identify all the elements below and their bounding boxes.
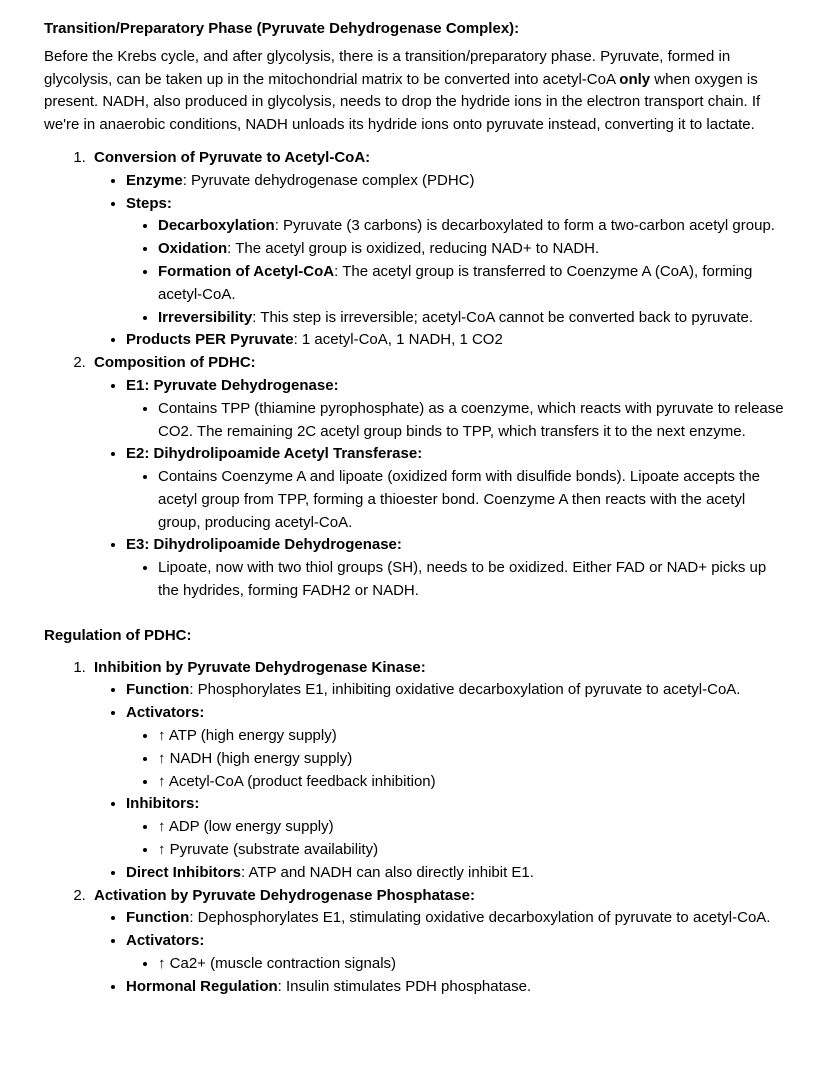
list-item-enzyme (126, 170, 784, 193)
steps-colon: : (166, 194, 172, 212)
list-item-step (158, 215, 784, 238)
list-item-kinase-inhibitors (126, 793, 784, 861)
kinase-function-text: : Phosphorylates E1, inhibiting oxidative decarboxylation of pyruvate to acetyl-CoA. (189, 681, 741, 699)
regulation-numbered-list (44, 657, 784, 999)
step-label: Oxidation (158, 240, 228, 258)
list-item-e1-detail: • Contains TPP (thiamine pyrophosphate) as a coenzyme, which reacts with pyruvate to release CO2. The remaining 2C acetyl group binds to TPP, which transfers it to the next enzyme. (158, 398, 784, 444)
list-item-conversion (90, 147, 784, 352)
list-item-phosphatase-function (126, 907, 784, 930)
inhibition-heading: Inhibition by Pyruvate Dehydrogenase Kinase (94, 658, 421, 676)
main-numbered-list (44, 147, 784, 603)
activation-heading: Activation by Pyruvate Dehydrogenase Phosphatase (94, 886, 470, 904)
e2-label: E2: Dihydrolipoamide Acetyl Transferase (126, 445, 418, 463)
page-title: Transition/Preparatory Phase (Pyruvate Dehydrogenase Complex): (44, 20, 520, 37)
kinase-inhibitors-label: Inhibitors (126, 795, 195, 813)
list-item-inhibitor: • ↑ ADP (low energy supply) (158, 816, 784, 839)
e1-label: E1: Pyruvate Dehydrogenase (126, 376, 334, 394)
direct-inhibitors-text: : ATP and NADH can also directly inhibit E1. (241, 863, 534, 881)
list-item-activation (90, 885, 784, 999)
step-text: : Pyruvate (3 carbons) is decarboxylated to form a two-carbon acetyl group. (274, 217, 775, 235)
kinase-inhibitors-list (126, 816, 784, 862)
list-item-steps (126, 193, 784, 330)
e1-colon: : (333, 376, 339, 394)
activation-heading-colon: : (469, 886, 475, 904)
step-label: Decarboxylation (158, 217, 275, 235)
list-item-kinase-function (126, 679, 784, 702)
intro-emphasis-only: only (619, 70, 651, 88)
list-item-e2-detail: • Contains Coenzyme A and lipoate (oxidized form with disulfide bonds). Lipoate accepts the acetyl group from TPP, forming a thioester bond. Coenzyme A then reacts with the acetyl group, producing acetyl-CoA. (158, 466, 784, 534)
phosphatase-activators-colon: : (199, 932, 205, 950)
e3-colon: : (396, 536, 402, 554)
list-item-e3-detail: • Lipoate, now with two thiol groups (SH), needs to be oxidized. Either FAD or NAD+ picks up the hydrides, forming FADH2 or NADH. (158, 557, 784, 603)
e3-detail-list (126, 557, 784, 603)
inhibition-sublist (94, 679, 784, 884)
list-item-e2 (126, 443, 784, 534)
kinase-activators-label: Activators (126, 704, 200, 722)
intro-text-part2: when oxygen is present. NADH, also produced in glycolysis, needs to drop the hydride ions in the electron transport chain. If we're in anaerobic conditions, NADH unloads its hydride ions onto pyruvate instead, converting it to lactate. (44, 70, 761, 134)
list-item-composition (90, 352, 784, 603)
step-text: : The acetyl group is transferred to Coenzyme A (CoA), forming acetyl-CoA. (158, 262, 753, 303)
kinase-activators-list (126, 725, 784, 793)
phosphatase-activators-label: Activators (126, 932, 200, 950)
enzyme-text: : Pyruvate dehydrogenase complex (PDHC) (182, 171, 475, 189)
kinase-inhibitors-colon: : (194, 795, 200, 813)
hormonal-text: : Insulin stimulates PDH phosphatase. (277, 977, 532, 995)
e1-detail-list (126, 398, 784, 444)
list-item-e3 (126, 534, 784, 602)
products-label: Products PER Pyruvate (126, 331, 294, 349)
list-item-activator: • ↑ ATP (high energy supply) (158, 725, 784, 748)
e2-detail-list (126, 466, 784, 534)
list-item-direct-inhibitors (126, 862, 784, 885)
kinase-activators-colon: : (199, 704, 205, 722)
intro-paragraph (44, 46, 784, 137)
regulation-heading: Regulation of PDHC: (44, 626, 192, 644)
enzyme-label: Enzyme (126, 171, 183, 189)
activation-sublist (94, 907, 784, 998)
list-item-kinase-activators (126, 702, 784, 793)
products-text: : 1 acetyl-CoA, 1 NADH, 1 CO2 (293, 331, 503, 349)
list-item-products (126, 329, 784, 352)
list-item-hormonal-regulation (126, 976, 784, 999)
conversion-sublist (94, 170, 784, 352)
list-item-e1 (126, 375, 784, 443)
list-item-activator: • ↑ Acetyl-CoA (product feedback inhibition) (158, 771, 784, 794)
direct-inhibitors-label: Direct Inhibitors (126, 863, 242, 881)
intro-text-part1: Before the Krebs cycle, and after glycolysis, there is a transition/preparatory phase. Pyruvate, formed in glycolysis, can be taken up in the mitochondrial matrix to be converted into acetyl-CoA (44, 47, 731, 88)
e2-colon: : (417, 445, 423, 463)
list-item-inhibition (90, 657, 784, 885)
hormonal-label: Hormonal Regulation (126, 977, 278, 995)
composition-heading-colon: : (250, 354, 256, 372)
conversion-heading: Conversion of Pyruvate to Acetyl-CoA (94, 148, 366, 166)
step-label: Formation of Acetyl-CoA (158, 262, 335, 280)
list-item-activator: • ↑ Ca2+ (muscle contraction signals) (158, 953, 784, 976)
list-item-phosphatase-activators (126, 930, 784, 976)
steps-label: Steps (126, 194, 167, 212)
composition-heading: Composition of PDHC (94, 354, 251, 372)
composition-sublist (94, 375, 784, 603)
list-item-inhibitor: • ↑ Pyruvate (substrate availability) (158, 839, 784, 862)
phosphatase-function-label: Function (126, 909, 190, 927)
phosphatase-function-text: : Dephosphorylates E1, stimulating oxidative decarboxylation of pyruvate to acetyl-CoA. (189, 909, 771, 927)
list-item-step (158, 307, 784, 330)
list-item-activator: • ↑ NADH (high energy supply) (158, 748, 784, 771)
list-item-step (158, 238, 784, 261)
step-label: Irreversibility (158, 308, 253, 326)
step-text: : The acetyl group is oxidized, reducing NAD+ to NADH. (227, 240, 600, 258)
conversion-heading-colon: : (365, 148, 371, 166)
step-text: : This step is irreversible; acetyl-CoA cannot be converted back to pyruvate. (252, 308, 754, 326)
kinase-function-label: Function (126, 681, 190, 699)
e3-label: E3: Dihydrolipoamide Dehydrogenase (126, 536, 397, 554)
list-item-step (158, 261, 784, 307)
inhibition-heading-colon: : (420, 658, 426, 676)
steps-sublist (126, 215, 784, 329)
phosphatase-activators-list (126, 953, 784, 976)
